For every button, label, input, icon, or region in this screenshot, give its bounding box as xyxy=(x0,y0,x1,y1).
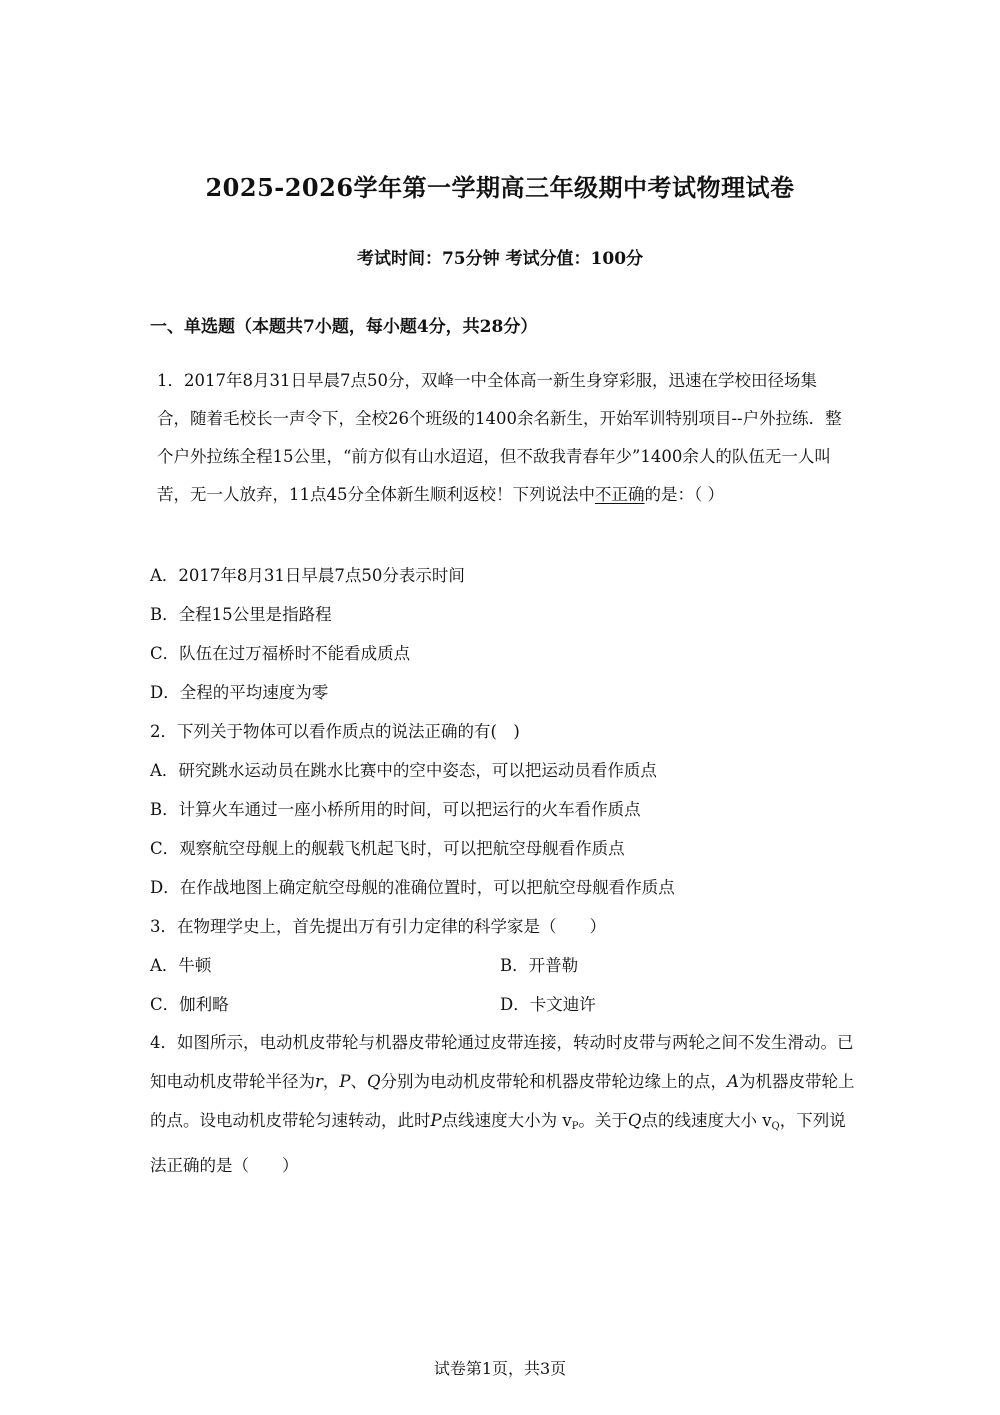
q3-option-d: D．卡文迪许 xyxy=(500,995,596,1014)
question-3-stem: 3．在物理学史上，首先提出万有引力定律的科学家是（ ） xyxy=(150,917,606,936)
page-footer: 试卷第1页，共3页 xyxy=(433,1359,567,1378)
q1-option-b: B．全程15公里是指路程 xyxy=(150,605,332,624)
exam-info: 考试时间：75分钟 考试分值：100分 xyxy=(356,249,644,269)
q2-option-a: A．研究跳水运动员在跳水比赛中的空中姿态，可以把运动员看作质点 xyxy=(150,761,657,780)
exam-title: 2025-2026学年第一学期高三年级期中考试物理试卷 xyxy=(205,173,795,202)
q1-option-a: A．2017年8月31日早晨7点50分表示时间 xyxy=(150,566,465,585)
question-1-stem: 1．2017年8月31日早晨7点50分，双峰一中全体高一新生身穿彩服，迅速在学校田径场集合，随着毛校长一声令下，全校26个班级的1400余名新生，开始军训特别项目--户外拉练．整个户外拉练全程15公里，“前方似有山水迢迢，但不敌我青春年少”1400余人的队伍无一人叫苦，无一人放弃，11点45分全体新生顺利返校！下列说法中不正确的是：（ ） xyxy=(157,371,842,504)
q1-option-d: D．全程的平均速度为零 xyxy=(150,683,329,702)
section-heading: 一、单选题（本题共7小题，每小题4分，共28分） xyxy=(150,317,538,337)
q1-option-c: C．队伍在过万福桥时不能看成质点 xyxy=(150,644,411,663)
q2-option-b: B．计算火车通过一座小桥所用的时间，可以把运行的火车看作质点 xyxy=(150,800,641,819)
emphasis-underline: 不正确 xyxy=(595,485,645,504)
q3-option-c: C．伽利略 xyxy=(150,995,229,1014)
q2-option-d: D．在作战地图上确定航空母舰的准确位置时，可以把航空母舰看作质点 xyxy=(150,878,675,897)
question-4-stem: 4．如图所示，电动机皮带轮与机器皮带轮通过皮带连接，转动时皮带与两轮之间不发生滑动。已知电动机皮带轮半径为r，P、Q分别为电动机皮带轮和机器皮带轮边缘上的点，A为机器皮带轮上的点。设电动机皮带轮匀速转动，此时P点线速度大小为 $v_P$。关于Q点的线速度大小 $v_Q$，下列说法正确的是（ ） xyxy=(150,1033,855,1175)
question-2-stem: 2．下列关于物体可以看作质点的说法正确的有( ) xyxy=(150,722,520,741)
q3-option-a: A．牛顿 xyxy=(150,956,212,975)
q3-option-b: B．开普勒 xyxy=(500,956,579,975)
q2-option-c: C．观察航空母舰上的舰载飞机起飞时，可以把航空母舰看作质点 xyxy=(150,839,625,858)
